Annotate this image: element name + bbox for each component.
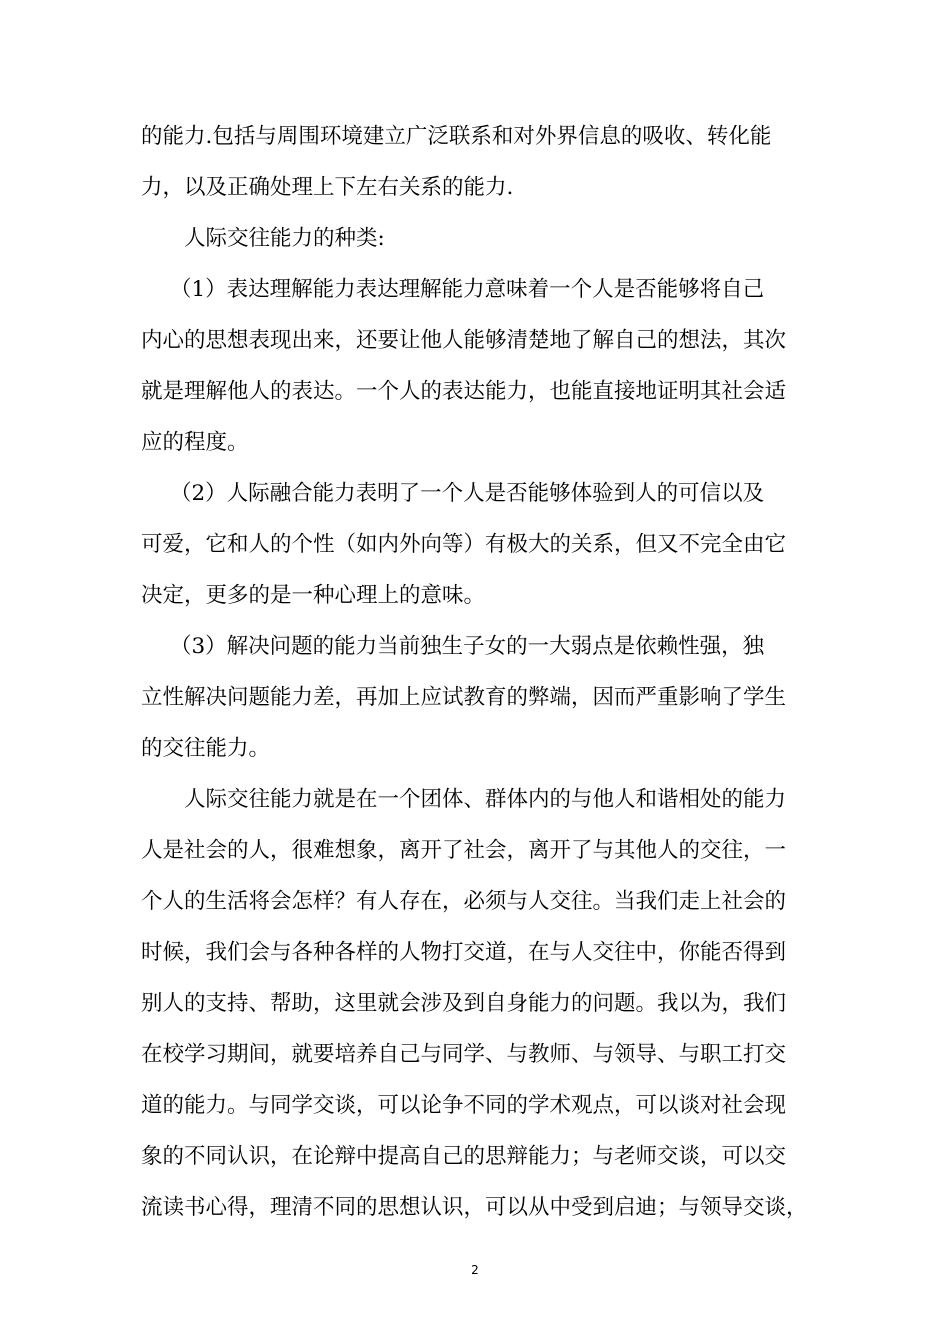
text-line: 立性解决问题能力差，再加上应试教育的弊端，因而严重影响了学生 <box>141 685 787 710</box>
text-line: 道的能力。与同学交谈，可以论争不同的学术观点，可以谈对社会现 <box>141 1093 787 1118</box>
text-line: 可爱，它和人的个性（如内外向等）有极大的关系，但又不完全由它 <box>141 532 787 557</box>
text-line: 象的不同认识，在论辩中提高自己的思辩能力；与老师交谈，可以交 <box>141 1144 787 1169</box>
text-line: （1）表达理解能力表达理解能力意味着一个人是否能够将自己 <box>170 277 765 302</box>
text-line: 个人的生活将会怎样？有人存在，必须与人交往。当我们走上社会的 <box>141 889 787 914</box>
text-line: 流读书心得，理清不同的思想认识，可以从中受到启迪；与领导交谈， <box>141 1195 808 1220</box>
text-line: 的交往能力。 <box>141 736 271 761</box>
text-line: 别人的支持、帮助，这里就会涉及到自身能力的问题。我以为，我们 <box>141 991 787 1016</box>
text-line: 人际交往能力的种类: <box>184 226 385 251</box>
text-line: 时候，我们会与各种各样的人物打交道，在与人交往中，你能否得到 <box>141 940 787 965</box>
text-line: 在校学习期间，就要培养自己与同学、与教师、与领导、与职工打交 <box>141 1042 787 1067</box>
text-line: 的能力.包括与周围环境建立广泛联系和对外界信息的吸收、转化能 <box>141 124 772 149</box>
text-line: 应的程度。 <box>141 430 249 455</box>
text-line: （2）人际融合能力表明了一个人是否能够体验到人的可信以及 <box>170 481 765 506</box>
text-line: 力，以及正确处理上下左右关系的能力. <box>141 175 514 200</box>
text-line: 决定，更多的是一种心理上的意味。 <box>141 583 486 608</box>
text-line: 人是社会的人，很难想象，离开了社会，离开了与其他人的交往，一 <box>141 838 787 863</box>
page-number: 2 <box>471 1263 479 1277</box>
text-line: 内心的思想表现出来，还要让他人能够清楚地了解自己的想法，其次 <box>141 328 787 353</box>
text-line: 就是理解他人的表达。一个人的表达能力，也能直接地证明其社会适 <box>141 379 787 404</box>
text-line: （3）解决问题的能力当前独生子女的一大弱点是依赖性强，独 <box>170 634 765 659</box>
text-line: 人际交往能力就是在一个团体、群体内的与他人和谐相处的能力 <box>184 787 787 812</box>
